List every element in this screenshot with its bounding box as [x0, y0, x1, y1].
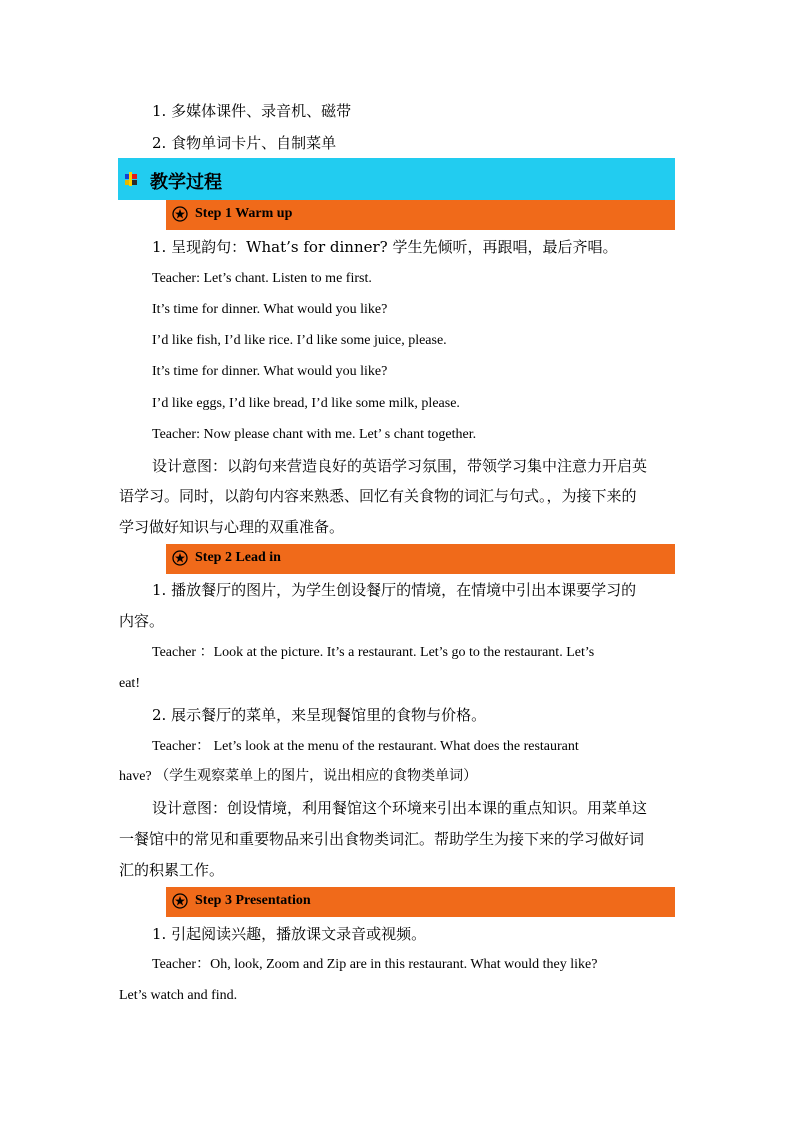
- leadin-intent-line-1: 设计意图：创设情境，利用餐馆这个环境来引出本课的重点知识。用菜单这: [152, 799, 648, 817]
- leadin-teacher-1-line-1: Teacher ：Look at the picture. It’s a restaurant. Let’s go to the restaurant. Let’s: [152, 645, 595, 660]
- presentation-teacher-1-line-2: Let’s watch and find.: [119, 988, 238, 1003]
- leadin-teacher-2-line-1: Teacher： Let’s look at the menu of the restaurant. What does the restaurant: [152, 739, 579, 754]
- warmup-intent-line-3: 学习做好知识与心理的双重准备。: [119, 518, 345, 536]
- chant-line-4: It’s time for dinner. What would you like?: [152, 364, 388, 379]
- step-2-header: [166, 544, 675, 574]
- section-header-teaching-process: [118, 158, 675, 200]
- leadin-item-2: 2. 展示餐厅的菜单，来呈现餐馆里的食物与价格。: [152, 706, 487, 724]
- presentation-item-1: 1. 引起阅读兴趣，播放课文录音或视频。: [152, 925, 427, 943]
- star-bullet-icon: [172, 550, 188, 566]
- leadin-intent-line-2: 一餐馆中的常见和重要物品来引出食物类词汇。帮助学生为接下来的学习做好词: [119, 830, 645, 848]
- chant-line-5: I’d like eggs, I’d like bread, I’d like some milk, please.: [152, 396, 460, 411]
- step-1-label: Step 1 Warm up: [195, 206, 293, 221]
- star-bullet-icon: [172, 893, 188, 909]
- chant-line-2: It’s time for dinner. What would you like?: [152, 302, 388, 317]
- leadin-intent-line-3: 汇的积累工作。: [119, 861, 225, 879]
- leadin-teacher-1-line-2: eat!: [119, 676, 140, 691]
- star-bullet-icon: [172, 206, 188, 222]
- chant-line-6: Teacher: Now please chant with me. Let’ s chant together.: [152, 427, 477, 442]
- section-title: 教学过程: [150, 172, 222, 193]
- step-3-header: [166, 887, 675, 917]
- leadin-item-1-line-1: 1. 播放餐厅的图片，为学生创设餐厅的情境，在情境中引出本课要学习的: [152, 581, 637, 599]
- presentation-teacher-1-line-1: Teacher：Oh, look, Zoom and Zip are in this restaurant. What would they like?: [152, 957, 598, 972]
- chant-line-1: Teacher: Let’s chant. Listen to me first.: [152, 271, 372, 286]
- step-3-label: Step 3 Presentation: [195, 893, 311, 908]
- warmup-intent-line-2: 语学习。同时，以韵句内容来熟悉、回忆有关食物的词汇与句式。，为接下来的: [119, 487, 637, 505]
- chant-line-3: I’d like fish, I’d like rice. I’d like some juice, please.: [152, 333, 447, 348]
- warmup-intent-line-1: 设计意图：以韵句来营造良好的英语学习氛围，带领学习集中注意力开启英: [152, 457, 648, 475]
- material-item-2: 2. 食物单词卡片、自制菜单: [152, 134, 337, 152]
- warmup-intro: 1. 呈现韵句：What’s for dinner? 学生先倾听，再跟唱，最后齐唱。: [152, 238, 618, 256]
- leadin-item-1-line-2: 内容。: [119, 612, 165, 630]
- step-1-header: [166, 200, 675, 230]
- section-marker-icon: [124, 172, 138, 186]
- material-item-1: 1. 多媒体课件、录音机、磁带: [152, 102, 352, 120]
- leadin-teacher-2-line-2: have? （学生观察菜单上的图片，说出相应的食物类单词）: [119, 769, 478, 784]
- step-2-label: Step 2 Lead in: [195, 550, 281, 565]
